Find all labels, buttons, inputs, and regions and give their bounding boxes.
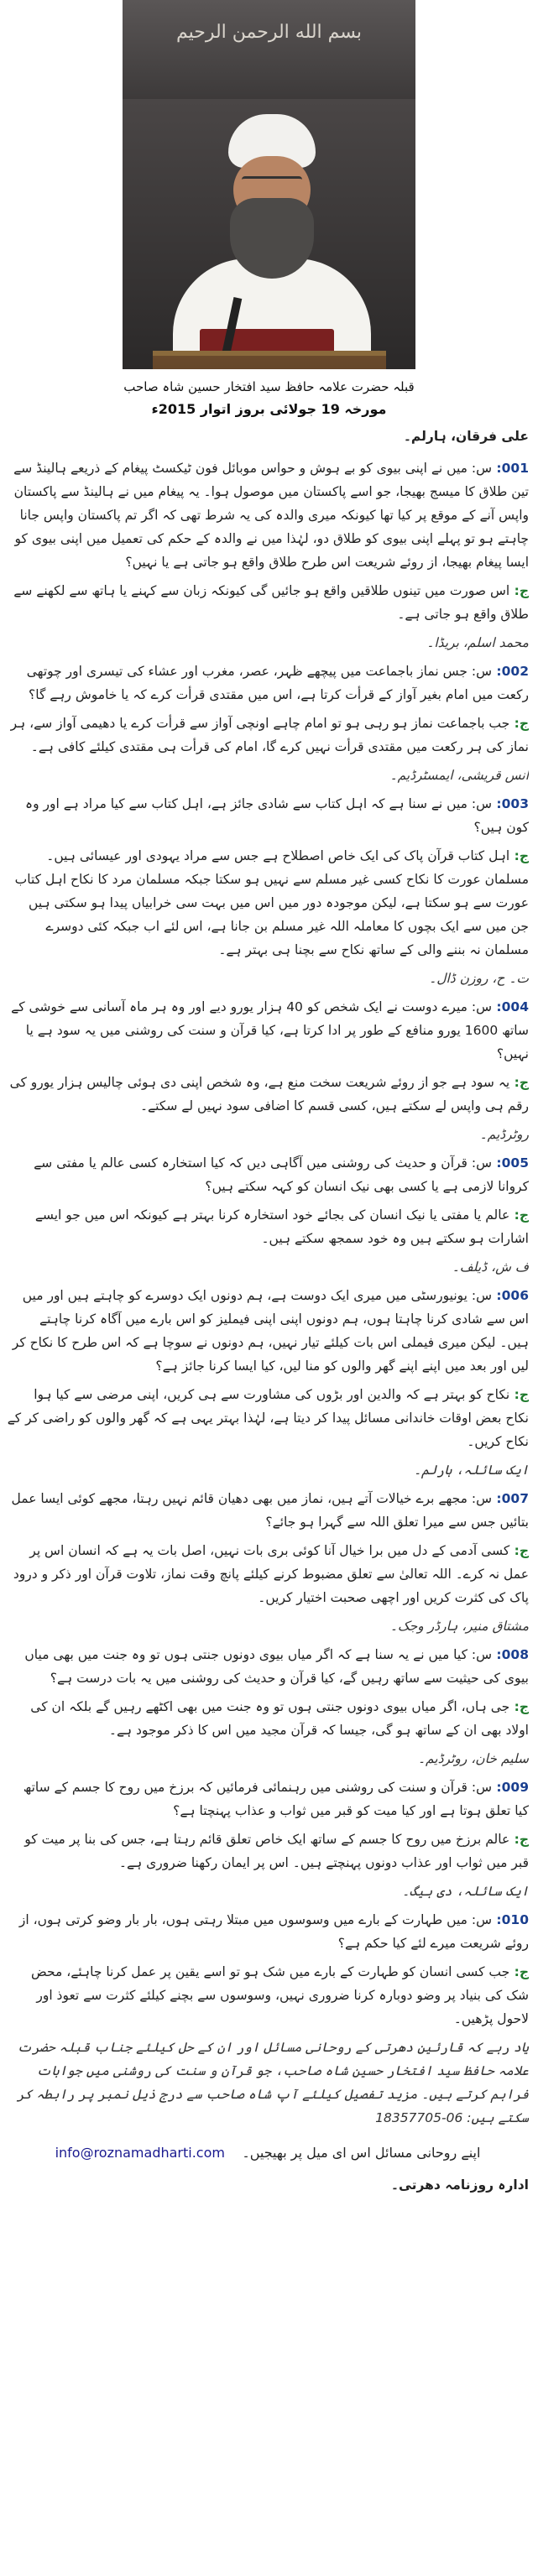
question-number: 010:	[492, 1912, 529, 1927]
question-number: 002:	[492, 664, 529, 679]
question-text: س: قرآن و حدیث کی روشنی میں آگاہی دیں کہ کیا استخارہ کسی عالم یا مفتی سے کروانا لازمی ہے یا کسی بھی نیک انسان کو کہہ سکتے ہیں؟	[34, 1155, 529, 1194]
sender	[7, 1880, 529, 1903]
answer-text: اہل کتاب قرآن پاک کی ایک خاص اصطلاح ہے جس سے مراد یہودی اور عیسائی ہیں۔ مسلمان عورت کا نکاح کسی غیر مسلم سے نہیں ہو سکتا جبکہ مسلمان مرد کا نکاح اہل کتاب عورت سے ہو سکتا ہے، لیکن موجودہ دور میں اس میں بہت سی خرابیاں پیدا ہو سکتی ہیں جن میں سے ایک بچوں کا معاملہ اللہ غیر مسلم بن جانا ہے، اس لئے اب جبکہ کئی دوسرے مسلمان نہ بننے والی کے ساتھ نکاح سے بچنا ہی بہتر ہے۔	[14, 848, 529, 957]
question-text: س: یونیورسٹی میں میری ایک دوست ہے، ہم دونوں ایک دوسرے کو چاہتے ہیں اور میں اس سے شادی کرنا چاہتا ہوں، ہم دونوں اپنی اپنی فیملیز کو اس بارے میں آگاہ کرنا چاہتے ہیں۔ لیکن میری فیملی اس بات کیلئے تیار نہیں، ہم دونوں نے سوچا ہے کہ اس طرح کا نکاح کر لیں اور بعد میں اپنے اپنے گھر والوں کو منا لیں، کیا ایسا کرنا جائز ہے؟	[12, 1288, 529, 1374]
question-text: س: کیا میں نے یہ سنا ہے کہ اگر میاں بیوی دونوں جنتی ہوں تو وہ جنت میں بھی میاں بیوی کی حیثیت سے ساتھ رہیں گے، کیا قرآن و حدیث کی روشنی میں یہ بات درست ہے؟	[24, 1647, 529, 1686]
answer	[7, 1960, 529, 2031]
sender	[7, 1458, 529, 1482]
question-number: 008:	[492, 1647, 529, 1662]
sender-text: ایک سائلہ، دی ہیگ۔	[401, 1884, 529, 1899]
greeting: علی فرقان، ہارلم۔	[403, 429, 529, 444]
answer-text: جب کسی انسان کو طہارت کے بارے میں شک ہو تو اسے یقین پر عمل کرنا چاہئے، محض شک کی بنیاد پر وضو دوبارہ کرنا ضروری نہیں، وسوسوں سے بچنے کیلئے کثرت سے تعوذ اور لاحول پڑھیں۔	[31, 1964, 529, 2026]
photo-caption-date: مورخہ 19 جولائی بروز اتوار 2015ء	[151, 401, 387, 417]
question-text: س: قرآن و سنت کی روشنی میں رہنمائی فرمائیں کہ برزخ میں روح کا جسم کے ساتھ کیا تعلق ہوتا ہے اور کیا میت کو قبر میں ثواب و عذاب پہنچتا ہے؟	[23, 1780, 529, 1818]
question-number: 005:	[492, 1155, 529, 1171]
photo-banner	[123, 0, 415, 99]
question-text: س: میں نے سنا ہے کہ اہل کتاب سے شادی جائز ہے، اہل کتاب سے کیا مراد ہے اور وہ کون ہیں؟	[25, 796, 529, 835]
answer-label: ج:	[509, 1387, 529, 1402]
question-text: س: میں نے اپنی بیوی کو بے ہوش و حواس موبائل فون ٹیکسٹ پیغام کے ذریعے ہالینڈ سے تین طلاق کا میسج بھیجا، جو اسے پاکستان میں موصول ہوا۔ یہ پیغام میں نے ہالینڈ سے پاکستان واپس آنے کے موقع پر کیا تھا کیونکہ میری والدہ کی یہ شرط تھی کہ اگر تم پاکستان واپس جانا چاہتے ہو تو پہلے اپنی بیوی کو طلاق دو، لہٰذا میں نے والدہ کے حکم کی تعمیل میں اپنی بیوی کو ایسا پیغام بھیجا، از روئے شریعت اس طرح طلاق واقع ہو جاتی ہے یا نہیں؟	[13, 461, 529, 570]
answer-text: نکاح کو بہتر ہے کہ والدین اور بڑوں کی مشاورت سے ہی کریں، اپنی مرضی سے کیا ہوا نکاح بعض اوقات خاندانی مسائل پیدا کر دیتا ہے، لہٰذا بہتر یہی ہے کہ گھر والوں کو راضی کر کے نکاح کریں۔	[7, 1387, 529, 1449]
answer	[7, 712, 529, 759]
photo-banner-text: بسم الله الرحمن الرحیم	[175, 22, 363, 43]
question	[7, 792, 529, 839]
answer-text: اس صورت میں تینوں طلاقیں واقع ہو جائیں گی کیونکہ زبان سے کہنے یا ہاتھ سے لکھنے سے طلاق واقع ہو جاتی ہے۔	[13, 583, 529, 622]
answer-text: جب باجماعت نماز ہو رہی ہو تو امام چاہے اونچی آواز سے قرأت کرے یا دھیمی آواز سے، ہر نماز کی ہر رکعت میں مقتدی قرأت نہیں کرے گا، امام کی قرأت ہی مقتدی کیلئے کافی ہے۔	[10, 716, 529, 754]
question	[7, 1284, 529, 1378]
sender	[7, 967, 529, 990]
qa-list	[7, 456, 529, 2130]
answer-label: ج:	[509, 1075, 529, 1090]
question-number: 006:	[492, 1288, 529, 1303]
question-text: س: میرے دوست نے ایک شخص کو 40 ہزار یورو دیے اور وہ ہر ماہ آسانی سے خوشی کے ساتھ 1600 یورو منافع کے طور پر ادا کرتا ہے، کیا قرآن و سنت کی روشنی میں یہ سود ہے یا نہیں؟	[11, 999, 529, 1061]
email-link[interactable]: info@roznamadharti.com	[55, 2145, 225, 2161]
question	[7, 1151, 529, 1198]
email-prompt: اپنے روحانی مسائل اس ای میل پر بھیجیں۔	[242, 2145, 481, 2161]
photo-beard	[230, 198, 314, 279]
question	[7, 1643, 529, 1690]
question	[7, 995, 529, 1066]
sender-text: ایک سائلہ، ہارلم۔	[413, 1463, 529, 1478]
photo-caption-name: قبلہ حضرت علامہ حافظ سید افتخار حسین شاہ صاحب	[123, 379, 415, 394]
answer-text: جی ہاں، اگر میاں بیوی دونوں جنتی ہوں تو وہ جنت میں بھی اکٹھے رہیں گے بلکہ ان کی اولاد بھی ان کے ساتھ ہو گی، جیسا کہ قرآن مجید میں اس کا ذکر موجود ہے۔	[30, 1699, 529, 1738]
sender-text: مشتاق منیر، ہارڈر وجک۔	[389, 1619, 529, 1634]
question-number: 009:	[492, 1780, 529, 1795]
question-number: 004:	[492, 999, 529, 1014]
sender	[7, 1255, 529, 1279]
answer-label: ج:	[509, 1832, 529, 1847]
photo-background	[123, 99, 415, 369]
answer	[7, 1539, 529, 1609]
answer	[7, 1071, 529, 1118]
question-number: 001:	[492, 461, 529, 476]
answer-label: ج:	[509, 583, 529, 598]
sender	[7, 764, 529, 787]
sender	[7, 2036, 529, 2130]
question	[7, 1487, 529, 1534]
question-text: س: مجھے برے خیالات آتے ہیں، نماز میں بھی دھیان قائم نہیں رہتا، مجھے کوئی ایسا عمل بتائیں جس سے میرا تعلق اللہ سے گہرا ہو جائے؟	[11, 1491, 529, 1530]
sender	[7, 631, 529, 654]
sender-text: ف ش، ڈیلف۔	[452, 1259, 529, 1275]
answer	[7, 844, 529, 962]
answer	[7, 1383, 529, 1453]
answer	[7, 1828, 529, 1875]
sender	[7, 1614, 529, 1638]
photo-glasses	[242, 176, 302, 190]
answer-text: کسی آدمی کے دل میں برا خیال آنا کوئی بری بات نہیں، اصل بات یہ ہے کہ انسان اس پر عمل نہ کرے۔ اللہ تعالیٰ سے تعلق مضبوط کرنے کیلئے پانچ وقت نماز، تلاوت قرآن اور ذکر و درود پاک کی کثرت کریں اور اچھی صحبت اختیار کریں۔	[13, 1543, 529, 1605]
answer-text: یہ سود ہے جو از روئے شریعت سخت منع ہے، وہ شخص اپنی دی ہوئی چالیس ہزار یورو کی رقم ہی واپس لے سکتے ہیں، کسی قسم کا اضافی سود نہیں لے سکتے۔	[9, 1075, 529, 1113]
answer-label: ج:	[509, 1207, 529, 1223]
answer-label: ج:	[509, 1699, 529, 1714]
answer-label: ج:	[509, 848, 529, 863]
footer-credit: ادارہ روزنامہ دھرتی۔	[390, 2177, 529, 2193]
question-number: 007:	[492, 1491, 529, 1506]
article-body	[7, 425, 529, 2564]
question	[7, 660, 529, 707]
question-number: 003:	[492, 796, 529, 811]
question	[7, 456, 529, 574]
question	[7, 1776, 529, 1822]
question-text: س: جس نماز باجماعت میں پیچھے ظہر، عصر، مغرب اور عشاء کی تیسری اور چوتھی رکعت میں امام بغیر آواز کے قرأت کرتا ہے، اس میں مقتدی قرأت کرے کہ یا خاموش رہے گا؟	[26, 664, 529, 702]
answer	[7, 579, 529, 626]
photo-podium	[153, 351, 386, 369]
answer-label: ج:	[509, 1543, 529, 1558]
sender	[7, 1747, 529, 1770]
sender-text: انس قریشی، ایمسٹرڈیم۔	[389, 768, 529, 783]
sender	[7, 1123, 529, 1146]
answer-label: ج:	[509, 716, 529, 731]
answer-text: عالم برزخ میں روح کا جسم کے ساتھ ایک خاص تعلق قائم رہتا ہے، جس کی بنا پر میت کو قبر میں ثواب اور عذاب دونوں پہنچتے ہیں۔ اس پر ایمان رکھنا ضروری ہے۔	[24, 1832, 529, 1870]
sender-text: یاد رہے کہ قارئین دھرتی کے روحانی مسائل اور ان کے حل کیلئے جناب قبلہ حضرت علامہ حافظ سید افتخار حسین شاہ صاحب، جو قرآن و سنت کی روشنی میں جوابات فراہم کرتے ہیں۔ مزید تفصیل کیلئے آپ شاہ صاحب سے درج ذیل نمبر پر رابطہ کر سکتے ہیں: 06-18357705	[17, 2040, 529, 2125]
email-line	[7, 2141, 529, 2165]
answer-text: عالم یا مفتی یا نیک انسان کی بجائے خود استخارہ کرنا بہتر ہے کیونکہ اس میں جو ایسے اشارات ہو سکتے ہیں وہ خود سمجھ سکتے ہیں۔	[34, 1207, 529, 1246]
answer	[7, 1203, 529, 1250]
sender-text: ت۔ ح، روزن ڈال۔	[429, 971, 529, 986]
answer	[7, 1695, 529, 1742]
sender-text: محمد اسلم، بریڈا۔	[426, 635, 529, 650]
question	[7, 1908, 529, 1955]
question-text: س: میں طہارت کے بارے میں وسوسوں میں مبتلا رہتی ہوں، بار بار وضو کرتی ہوں، از روئے شریعت میرے لئے کیا حکم ہے؟	[18, 1912, 529, 1951]
answer-label: ج:	[509, 1964, 529, 1979]
sender-text: روٹرڈیم۔	[479, 1127, 529, 1142]
scholar-photo	[123, 0, 415, 369]
sender-text: سلیم خان، روٹرڈیم۔	[417, 1751, 529, 1766]
